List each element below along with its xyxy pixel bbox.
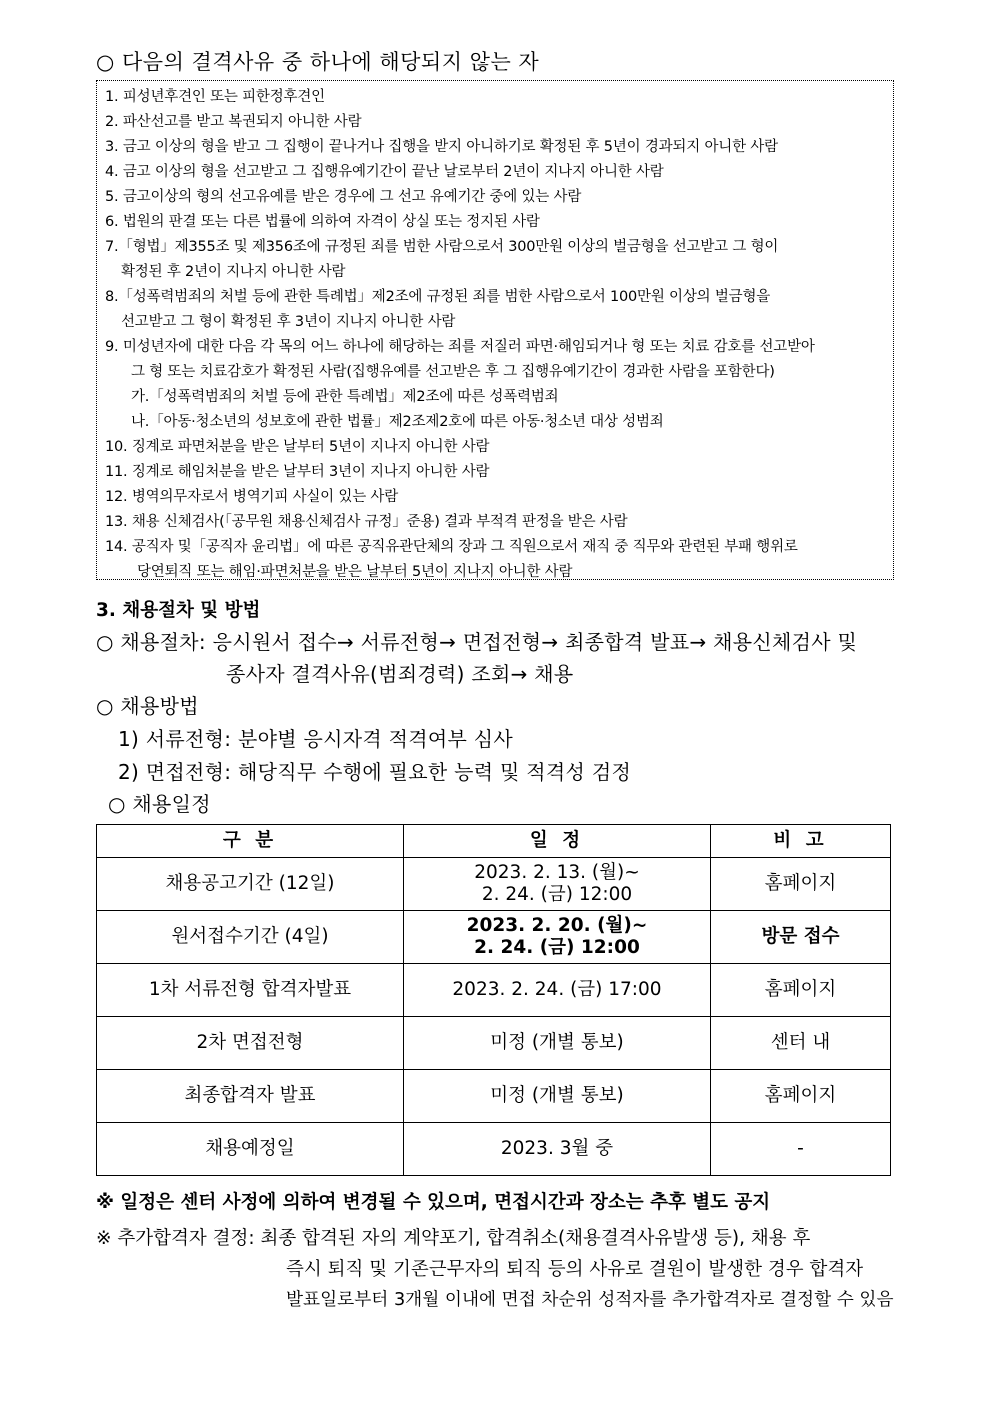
cell-note: 센터 내 — [711, 1017, 891, 1070]
cell-note: - — [711, 1123, 891, 1176]
disqualification-item-continuation: 당연퇴직 또는 해임·파면처분을 받은 날부터 5년이 지나지 아니한 사람 — [137, 564, 573, 580]
table-row — [97, 911, 891, 964]
cell-item: 채용예정일 — [97, 1123, 404, 1176]
disqualification-item-continuation: 확정된 후 2년이 지나지 아니한 사람 — [121, 264, 346, 280]
cell-note: 홈페이지 — [711, 858, 891, 911]
cell-date-line2: 2. 24. (금) 12:00 — [474, 937, 640, 958]
header-schedule: 일 정 — [404, 825, 711, 858]
procedure-steps-line1: ○ 채용절차: 응시원서 접수→ 서류전형→ 면접전형→ 최종합격 발표→ 채용신체검사 및 — [96, 630, 858, 654]
cell-note: 홈페이지 — [711, 964, 891, 1017]
cell-date: 2023. 3월 중 — [404, 1123, 711, 1176]
table-row — [97, 1123, 891, 1176]
cell-date-line1: 2023. 2. 13. (월)~ — [474, 862, 640, 883]
table-row — [97, 858, 891, 911]
additional-pass-note-line1: ※ 추가합격자 결정: 최종 합격된 자의 계약포기, 합격취소(채용결격사유발생 등), 채용 후 — [96, 1228, 811, 1249]
disqualification-item-continuation: 선고받고 그 형이 확정된 후 3년이 지나지 아니한 사람 — [121, 314, 456, 330]
disqualification-item: 5. 금고이상의 형의 선고유예를 받은 경우에 그 선고 유예기간 중에 있는 사람 — [105, 189, 582, 205]
disqualification-box — [96, 80, 894, 580]
table-row — [97, 1070, 891, 1123]
disqualification-heading: ○ 다음의 결격사유 중 하나에 해당되지 않는 자 — [96, 50, 540, 74]
table-row — [97, 964, 891, 1017]
disqualification-item: 2. 파산선고를 받고 복권되지 아니한 사람 — [105, 114, 362, 130]
method-item-1: 1) 서류전형: 분야별 응시자격 적격여부 심사 — [118, 727, 513, 751]
procedure-steps-line2: 종사자 결격사유(범죄경력) 조회→ 채용 — [226, 662, 574, 686]
disqualification-item-continuation: 그 형 또는 치료감호가 확정된 사람(집행유예를 선고받은 후 그 집행유예기간이 경과한 사람을 포함한다) — [131, 364, 775, 380]
disqualification-item: 1. 피성년후견인 또는 피한정후견인 — [105, 89, 325, 105]
schedule-table — [96, 824, 891, 1176]
disqualification-subitem: 가.「성폭력범죄의 처벌 등에 관한 특례법」제2조에 따른 성폭력범죄 — [131, 389, 559, 405]
cell-date — [404, 858, 711, 911]
disqualification-item: 4. 금고 이상의 형을 선고받고 그 집행유예기간이 끝난 날로부터 2년이 지나지 아니한 사람 — [105, 164, 664, 180]
disqualification-item: 10. 징계로 파면처분을 받은 날부터 5년이 지나지 아니한 사람 — [105, 439, 490, 455]
disqualification-item: 3. 금고 이상의 형을 받고 그 집행이 끝나거나 집행을 받지 아니하기로 확정된 후 5년이 경과되지 아니한 사람 — [105, 139, 778, 155]
disqualification-item: 11. 징계로 해임처분을 받은 날부터 3년이 지나지 아니한 사람 — [105, 464, 490, 480]
disqualification-item: 8.「성폭력범죄의 처벌 등에 관한 특례법」제2조에 규정된 죄를 범한 사람으로서 100만원 이상의 벌금형을 — [105, 289, 771, 305]
header-category: 구 분 — [97, 825, 404, 858]
cell-date-line1: 2023. 2. 20. (월)~ — [466, 915, 648, 936]
method-item-2: 2) 면접전형: 해당직무 수행에 필요한 능력 및 적격성 검정 — [118, 760, 632, 784]
cell-date-line2: 2. 24. (금) 12:00 — [481, 884, 633, 905]
disqualification-item: 9. 미성년자에 대한 다음 각 목의 어느 하나에 해당하는 죄를 저질러 파면·해임되거나 형 또는 치료 감호를 선고받아 — [105, 339, 815, 355]
disqualification-item: 13. 채용 신체검사(「공무원 채용신체검사 규정」준용) 결과 부적격 판정을 받은 사람 — [105, 514, 628, 530]
additional-pass-note-line2: 즉시 퇴직 및 기존근무자의 퇴직 등의 사유로 결원이 발생한 경우 합격자 — [286, 1259, 864, 1280]
cell-item: 2차 면접전형 — [97, 1017, 404, 1070]
cell-note: 홈페이지 — [711, 1070, 891, 1123]
cell-item: 최종합격자 발표 — [97, 1070, 404, 1123]
schedule-change-notice: ※ 일정은 센터 사정에 의하여 변경될 수 있으며, 면접시간과 장소는 추후 별도 공지 — [96, 1192, 771, 1213]
cell-date — [404, 911, 711, 964]
table-header-row — [97, 825, 891, 858]
disqualification-subitem: 나.「아동·청소년의 성보호에 관한 법률」제2조제2호에 따른 아동·청소년 대상 성범죄 — [131, 414, 664, 430]
disqualification-item: 7.「형법」제355조 및 제356조에 규정된 죄를 범한 사람으로서 300만원 이상의 벌금형을 선고받고 그 형이 — [105, 239, 779, 255]
cell-item: 채용공고기간 (12일) — [97, 858, 404, 911]
disqualification-item: 14. 공직자 및「공직자 윤리법」에 따른 공직유관단체의 장과 그 직원으로서 재직 중 직무와 관련된 부패 행위로 — [105, 539, 798, 555]
disqualification-item: 12. 병역의무자로서 병역기피 사실이 있는 사람 — [105, 489, 399, 505]
disqualification-item: 6. 법원의 판결 또는 다른 법률에 의하여 자격이 상실 또는 정지된 사람 — [105, 214, 540, 230]
method-heading: ○ 채용방법 — [96, 694, 199, 718]
cell-note: 방문 접수 — [711, 911, 891, 964]
cell-date: 2023. 2. 24. (금) 17:00 — [404, 964, 711, 1017]
table-row — [97, 1017, 891, 1070]
cell-date: 미정 (개별 통보) — [404, 1017, 711, 1070]
additional-pass-note-line3: 발표일로부터 3개월 이내에 면접 차순위 성적자를 추가합격자로 결정할 수 있음 — [286, 1290, 894, 1310]
schedule-heading: ○ 채용일정 — [108, 792, 211, 816]
cell-item: 1차 서류전형 합격자발표 — [97, 964, 404, 1017]
cell-date: 미정 (개별 통보) — [404, 1070, 711, 1123]
cell-item: 원서접수기간 (4일) — [97, 911, 404, 964]
section-title-procedure: 3. 채용절차 및 방법 — [96, 600, 261, 621]
header-remarks: 비 고 — [711, 825, 891, 858]
